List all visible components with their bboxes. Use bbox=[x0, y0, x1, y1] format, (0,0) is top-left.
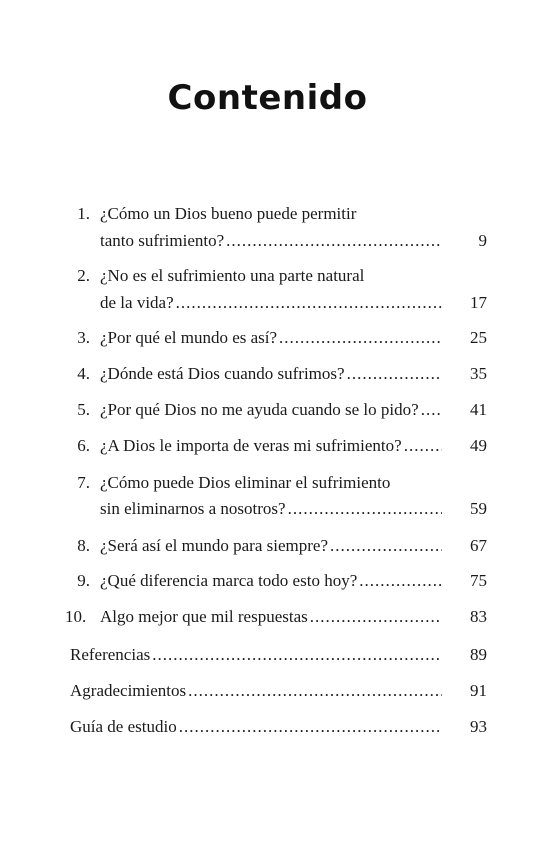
leader-dots bbox=[188, 680, 442, 702]
toc-entry-number: 8. bbox=[77, 536, 90, 555]
toc-entry-7-line-2[interactable] bbox=[0, 498, 535, 520]
toc-page-number: 75 bbox=[470, 571, 487, 590]
toc-page-number: 35 bbox=[470, 364, 487, 383]
toc-page-number: 49 bbox=[470, 436, 487, 455]
leader-dots bbox=[310, 606, 442, 628]
toc-entry-10[interactable] bbox=[0, 606, 535, 628]
toc-entry-number: 3. bbox=[77, 328, 90, 347]
leader-dots bbox=[179, 716, 442, 738]
leader-dots bbox=[421, 399, 442, 421]
toc-entry-8[interactable] bbox=[0, 535, 535, 557]
toc-entry-title: Algo mejor que mil respuestas bbox=[100, 607, 308, 626]
toc-entry-title-cont: de la vida? bbox=[100, 293, 174, 312]
toc-entry-1-line-2[interactable] bbox=[0, 230, 535, 252]
toc-entry-agradecimientos[interactable] bbox=[0, 680, 535, 702]
leader-dots bbox=[226, 230, 442, 252]
toc-entry-6[interactable] bbox=[0, 435, 535, 457]
toc-entry-number: 7. bbox=[77, 473, 90, 492]
toc-entry-number: 6. bbox=[77, 436, 90, 455]
toc-entry-guia-de-estudio[interactable] bbox=[0, 716, 535, 738]
toc-entry-2-line-2[interactable] bbox=[0, 292, 535, 314]
leader-dots bbox=[288, 498, 442, 520]
toc-page-number: 17 bbox=[470, 293, 487, 312]
toc-entry-number: 1. bbox=[77, 204, 90, 223]
toc-entry-2-line-1[interactable] bbox=[0, 265, 535, 287]
leader-dots bbox=[152, 644, 442, 666]
toc-entry-3[interactable] bbox=[0, 327, 535, 349]
toc-entry-number: 10. bbox=[65, 607, 87, 626]
toc-entry-number: 2. bbox=[77, 266, 90, 285]
leader-dots bbox=[279, 327, 442, 349]
toc-entry-number: 9. bbox=[77, 571, 90, 590]
toc-entry-title-cont: sin eliminarnos a nosotros? bbox=[100, 499, 286, 518]
toc-entry-title: ¿Por qué Dios no me ayuda cuando se lo pido? bbox=[100, 400, 419, 419]
leader-dots bbox=[330, 535, 442, 557]
toc-entry-number: 5. bbox=[77, 400, 90, 419]
toc-entry-5[interactable] bbox=[0, 399, 535, 421]
toc-entry-title: ¿Por qué el mundo es así? bbox=[100, 328, 278, 347]
toc-entry-title-cont: tanto sufrimiento? bbox=[100, 231, 225, 250]
page-title: Contenido bbox=[167, 78, 368, 118]
toc-entry-title: ¿Qué diferencia marca todo esto hoy? bbox=[100, 571, 358, 590]
toc-page-number: 67 bbox=[470, 536, 487, 555]
leader-dots bbox=[176, 292, 442, 314]
toc-entry-7-line-1[interactable] bbox=[0, 472, 535, 494]
toc-entry-number: 4. bbox=[77, 364, 90, 383]
leader-dots bbox=[347, 363, 442, 385]
toc-page-number: 91 bbox=[470, 681, 487, 700]
toc-entry-1-line-1[interactable] bbox=[0, 203, 535, 225]
toc-page-number: 59 bbox=[470, 499, 487, 518]
toc-entry-4[interactable] bbox=[0, 363, 535, 385]
toc-page-number: 83 bbox=[470, 607, 487, 626]
toc-entry-title: ¿No es el sufrimiento una parte natural bbox=[100, 266, 365, 285]
toc-entry-title: ¿Cómo puede Dios eliminar el sufrimiento bbox=[100, 473, 391, 492]
toc-entry-title: ¿Dónde está Dios cuando sufrimos? bbox=[100, 364, 345, 383]
leader-dots bbox=[404, 435, 442, 457]
toc-entry-title: Referencias bbox=[70, 645, 151, 664]
toc-entry-9[interactable] bbox=[0, 570, 535, 592]
toc-page-number: 41 bbox=[470, 400, 487, 419]
toc-entry-title: ¿Cómo un Dios bueno puede permitir bbox=[100, 204, 357, 223]
toc-page-number: 25 bbox=[470, 328, 487, 347]
toc-page-number: 93 bbox=[470, 717, 487, 736]
toc-entry-title: Guía de estudio bbox=[70, 717, 177, 736]
toc-entry-title: ¿A Dios le importa de veras mi sufrimiento? bbox=[100, 436, 402, 455]
toc-entry-title: ¿Será así el mundo para siempre? bbox=[100, 536, 328, 555]
toc-page-number: 89 bbox=[470, 645, 487, 664]
toc-entry-referencias[interactable] bbox=[0, 644, 535, 666]
toc-entry-title: Agradecimientos bbox=[70, 681, 187, 700]
toc-page-number: 9 bbox=[478, 231, 487, 250]
leader-dots bbox=[359, 570, 442, 592]
